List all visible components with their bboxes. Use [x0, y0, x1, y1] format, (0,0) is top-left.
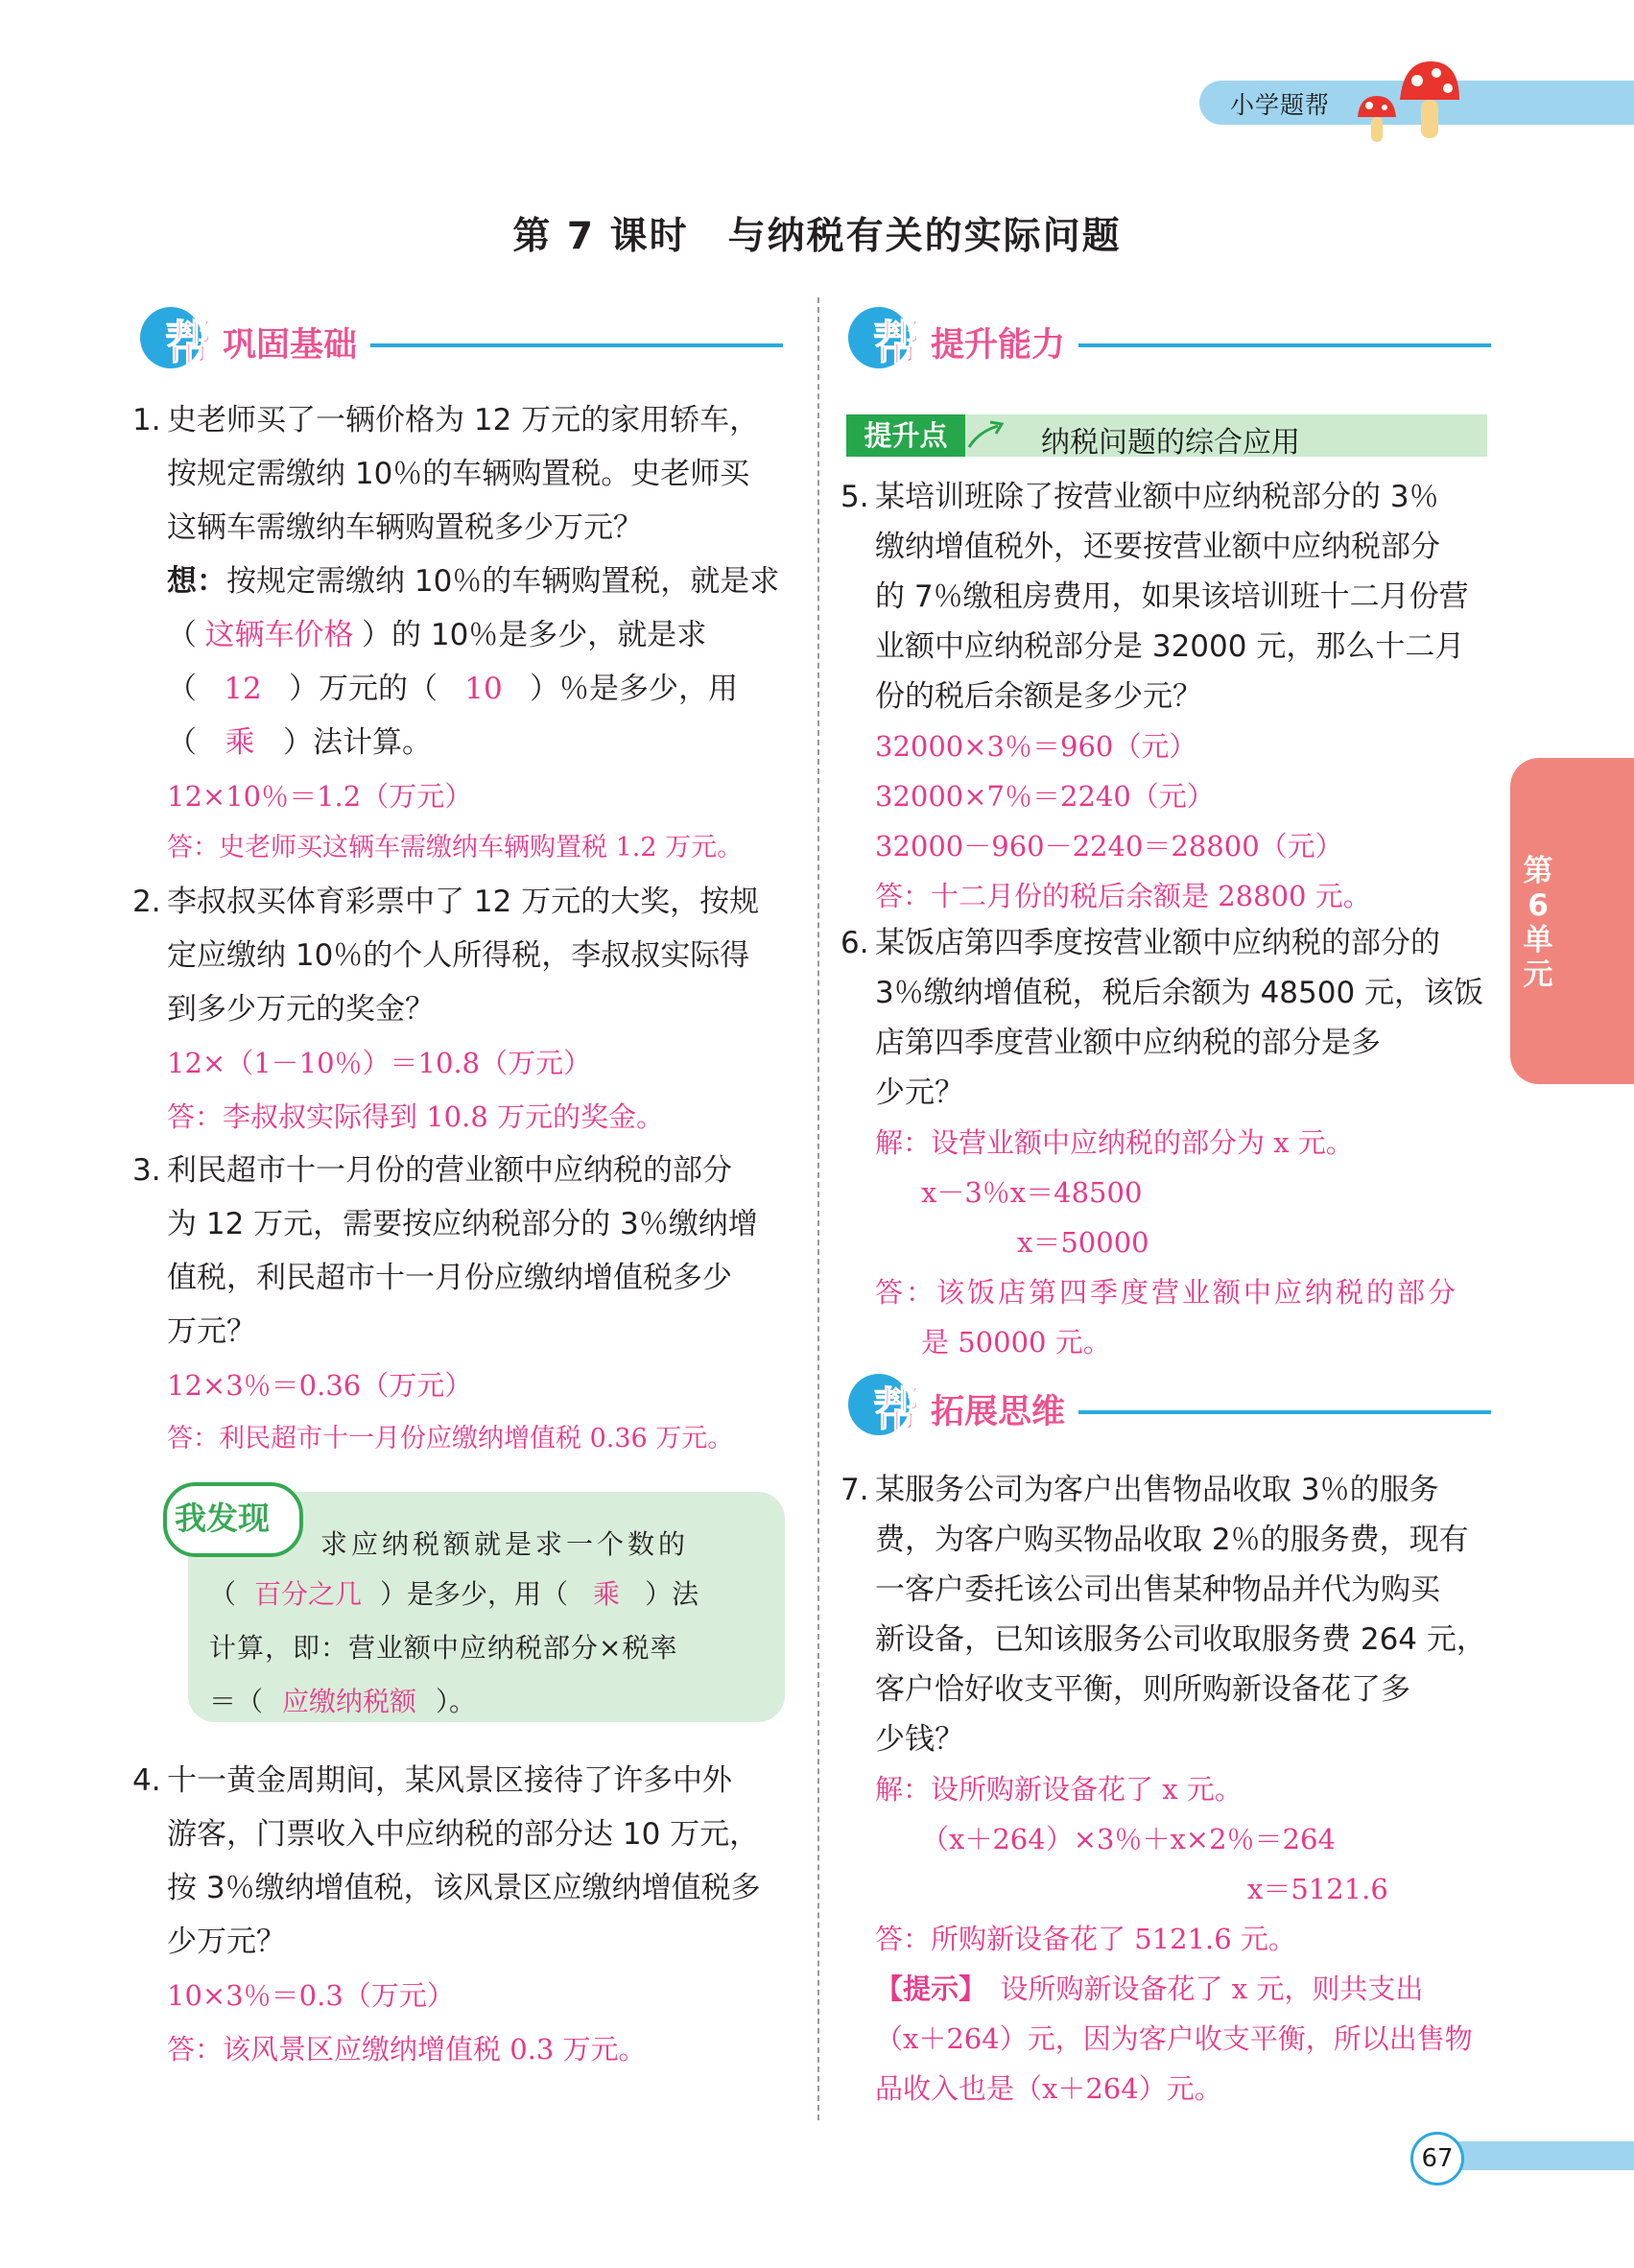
discovery-line-3: 计算，即：营业额中应纳税部分×税率	[209, 1632, 678, 1664]
answer: 答：十二月份的税后余额是 28800 元。	[875, 880, 1371, 912]
calculation: 12×（1－10％）＝10.8（万元）	[167, 1047, 592, 1079]
blank-answer: 乘	[225, 725, 255, 760]
section-header-expand: 帮 拓展思维	[848, 1374, 1491, 1441]
answer: 答：该风景区应缴纳增值税 0.3 万元。	[167, 2033, 647, 2066]
section-header-basic: 帮 巩固基础	[140, 307, 783, 374]
answer: 答：史老师买这辆车需缴纳车辆购置税 1.2 万元。	[167, 833, 744, 862]
discovery-line-2: （ 百分之几 ）是多少，用（ 乘 ）法	[209, 1573, 699, 1612]
highlight-point-label: 提升点	[846, 414, 965, 457]
page-title: 第 7 课时 与纳税有关的实际问题	[512, 215, 1122, 258]
highlight-point-text: 纳税问题的综合应用	[1041, 426, 1300, 460]
discovery-line-1: 求应纳税额就是求一个数的	[320, 1528, 690, 1560]
answer: 答：所购新设备花了 5121.6 元。	[875, 1923, 1296, 1955]
answer-cont: 是 50000 元。	[921, 1326, 1111, 1358]
blank-answer: 百分之几	[254, 1578, 363, 1610]
equation: x＝50000	[1017, 1226, 1149, 1259]
blank-answer: 12	[224, 672, 262, 706]
blank-answer: 10	[464, 672, 503, 706]
brand-name: 小学题帮	[1230, 91, 1331, 119]
hint-text: 品收入也是（x＋264）元。	[875, 2072, 1222, 2105]
unit-side-label: 第6单元	[1523, 854, 1553, 992]
blank-answer: 这辆车价格	[204, 618, 354, 652]
equation: x－3％x＝48500	[921, 1176, 1143, 1209]
calculation: 10×3％＝0.3（万元）	[167, 1979, 455, 2012]
solution: 解：设营业额中应纳税的部分为 x 元。	[875, 1126, 1354, 1159]
mushroom-icon	[1396, 59, 1463, 146]
answer: 答：李叔叔实际得到 10.8 万元的奖金。	[167, 1100, 665, 1133]
solution: 解：设所购新设备花了 x 元。	[875, 1773, 1243, 1806]
discovery-line-4: ＝（ 应缴纳税额 ）。	[209, 1681, 476, 1719]
answer: 答：利民超市十一月份应缴纳增值税 0.36 万元。	[167, 1424, 734, 1453]
equation: x＝5121.6	[1247, 1873, 1388, 1905]
calculation: 32000×3％＝960（元）	[875, 730, 1197, 763]
page-number: 67	[1410, 2132, 1464, 2185]
calculation: 32000×7％＝2240（元）	[875, 780, 1215, 813]
calculation: 32000－960－2240＝28800（元）	[875, 830, 1343, 862]
hint-label: 【提示】	[875, 1973, 973, 2005]
arrow-icon	[965, 418, 1007, 453]
equation: （x＋264）×3％＋x×2％＝264	[921, 1823, 1336, 1855]
answer: 答：该饭店第四季度营业额中应纳税的部分	[875, 1276, 1459, 1309]
small-mushroom-icon	[1356, 94, 1398, 146]
hint-text: 设所购新设备花了 x 元，则共支出	[1000, 1973, 1424, 2005]
blank-answer: 乘	[593, 1578, 621, 1610]
calculation: 12×10％＝1.2（万元）	[167, 780, 473, 813]
column-divider	[817, 297, 819, 2120]
section-header-improve: 帮 提升能力	[848, 307, 1491, 374]
blank-answer: 应缴纳税额	[282, 1686, 417, 1717]
calculation: 12×3％＝0.36（万元）	[167, 1369, 473, 1402]
page-number-bar	[1434, 2141, 1634, 2170]
hint-text: （x＋264）元，因为客户收支平衡，所以出售物	[875, 2022, 1473, 2055]
discovery-badge-label: 我发现	[175, 1500, 270, 1537]
